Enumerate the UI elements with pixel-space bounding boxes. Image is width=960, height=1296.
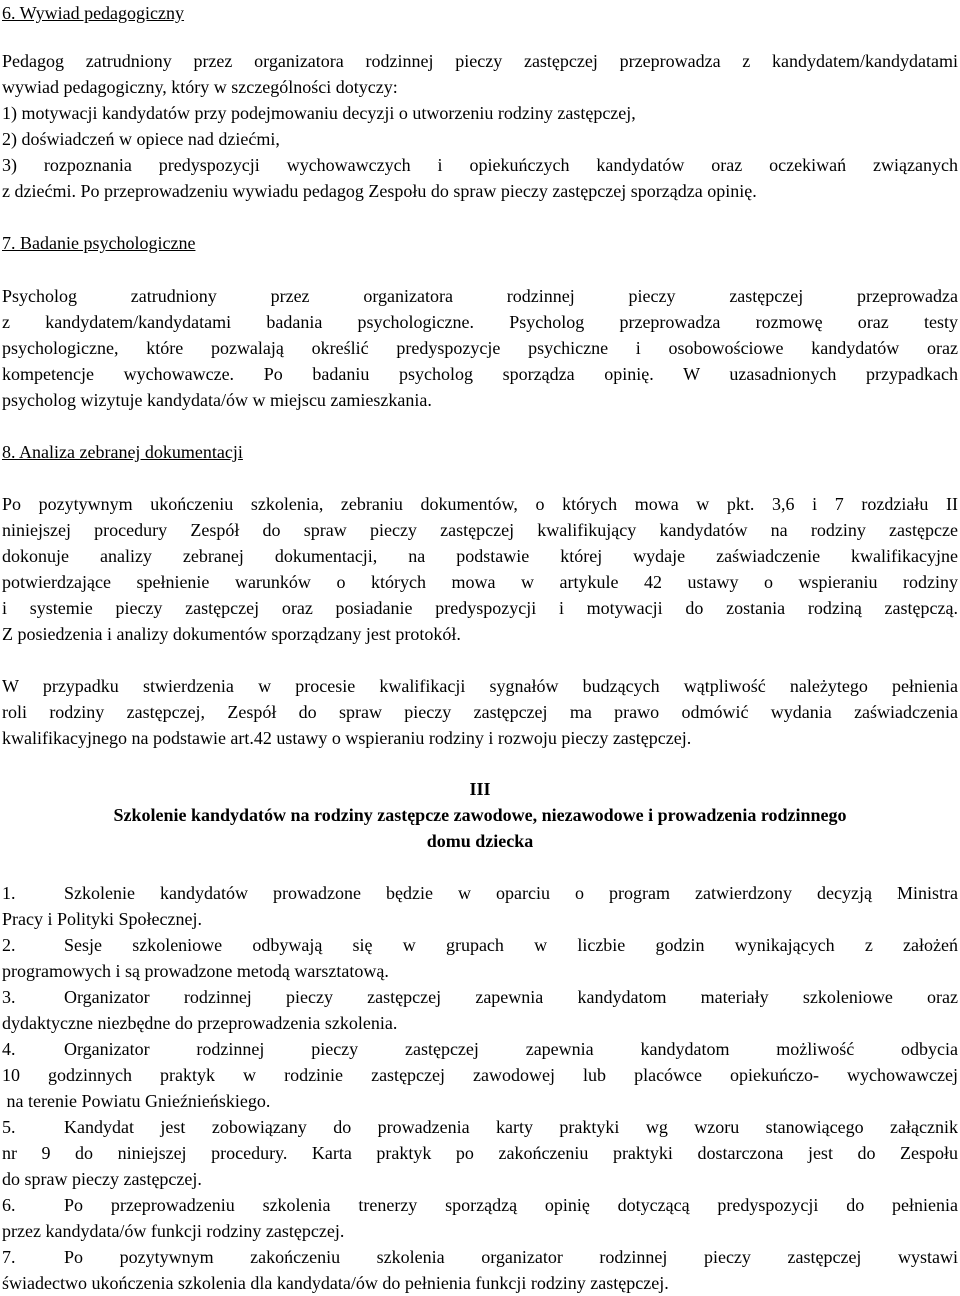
section-7-line: psychologiczne, które pozwalają określić predyspozycje psychiczne i osobowościowe kandydatów oraz — [2, 338, 958, 358]
list-item-number: 7. — [2, 1247, 16, 1267]
list-item-number: 5. — [2, 1117, 16, 1137]
section-6-line: 1) motywacji kandydatów przy podejmowaniu decyzji o utworzeniu rodziny zastępczej, — [2, 103, 636, 123]
list-item-continuation: Pracy i Polityki Społecznej. — [2, 909, 202, 929]
list-item-number: 1. — [2, 883, 16, 903]
section-8-line: i systemie pieczy zastępczej oraz posiadanie predyspozycji i motywacji do zostania rodziną zastępczą. — [2, 598, 958, 618]
chapter-title: domu dziecka — [426, 831, 534, 851]
list-item — [2, 880, 958, 906]
list-item-text: Po przeprowadzeniu szkolenia trenerzy sporządzą opinię dotyczącą predyspozycji do pełnienia — [64, 1195, 958, 1215]
section-7-line: kompetencje wychowawcze. Po badaniu psycholog sporządza opinię. W uzasadnionych przypadkach — [2, 364, 958, 384]
chapter-numeral: III — [469, 779, 491, 799]
list-item-continuation: 10 godzinnych praktyk w rodzinie zastępczej zawodowej lub placówce opiekuńczo- wychowawczej — [2, 1065, 958, 1085]
section-7-heading: 7. Badanie psychologiczne — [2, 233, 196, 253]
list-item-number: 6. — [2, 1195, 16, 1215]
list-item — [2, 932, 958, 958]
section-8-line: niniejszej procedury Zespół do spraw pieczy zastępczej kwalifikujący kandydatów na rodziny zastępcze — [2, 520, 958, 540]
section-7-line: z kandydatem/kandydatami badania psychologiczne. Psycholog przeprowadza rozmowę oraz testy — [2, 312, 958, 332]
list-item-continuation: dydaktyczne niezbędne do przeprowadzenia szkolenia. — [2, 1013, 398, 1033]
list-item — [2, 1192, 958, 1218]
list-item — [2, 1036, 958, 1062]
section-6-line: 2) doświadczeń w opiece nad dziećmi, — [2, 129, 280, 149]
section-6-line: 3) rozpoznania predyspozycji wychowawczych i opiekuńczych kandydatów oraz oczekiwań związanych — [2, 155, 958, 175]
list-item-continuation: przez kandydata/ów funkcji rodziny zastępczej. — [2, 1221, 345, 1241]
list-item — [2, 1244, 958, 1270]
section-7-line: Psycholog zatrudniony przez organizatora rodzinnej pieczy zastępczej przeprowadza — [2, 286, 958, 306]
list-item-number: 2. — [2, 935, 16, 955]
section-8-line: roli rodziny zastępczej, Zespół do spraw pieczy zastępczej ma prawo odmówić wydania zaświadczenia — [2, 702, 958, 722]
list-item-number: 4. — [2, 1039, 16, 1059]
list-item — [2, 1114, 958, 1140]
list-item-continuation: do spraw pieczy zastępczej. — [2, 1169, 202, 1189]
section-6-line: z dziećmi. Po przeprowadzeniu wywiadu pedagog Zespołu do spraw pieczy zastępczej sporządza opinię. — [2, 181, 757, 201]
section-8-line: Po pozytywnym ukończeniu szkolenia, zebraniu dokumentów, o których mowa w pkt. 3,6 i 7 rozdziału II — [2, 494, 958, 514]
list-item-text: Organizator rodzinnej pieczy zastępczej zapewnia kandydatom materiały szkoleniowe oraz — [64, 987, 958, 1007]
list-item-text: Szkolenie kandydatów prowadzone będzie w oparciu o program zatwierdzony decyzją Ministra — [64, 883, 958, 903]
list-item-continuation: świadectwo ukończenia szkolenia dla kandydata/ów do pełnienia funkcji rodziny zastępczej. — [2, 1273, 669, 1293]
list-item-text: Kandydat jest zobowiązany do prowadzenia karty praktyki wg wzoru stanowiącego załącznik — [64, 1117, 958, 1137]
list-item-continuation: na terenie Powiatu Gnieźnieńskiego. — [2, 1091, 271, 1111]
section-8-heading: 8. Analiza zebranej dokumentacji — [2, 442, 243, 462]
list-item-text: Po pozytywnym zakończeniu szkolenia organizator rodzinnej pieczy zastępczej wystawi — [64, 1247, 958, 1267]
list-item-continuation: programowych i są prowadzone metodą warsztatową. — [2, 961, 389, 981]
chapter-title: Szkolenie kandydatów na rodziny zastępcze zawodowe, niezawodowe i prowadzenia rodzinnego — [113, 805, 847, 825]
list-item-number: 3. — [2, 987, 16, 1007]
section-8-line: Z posiedzenia i analizy dokumentów sporządzany jest protokół. — [2, 624, 461, 644]
list-item-continuation: nr 9 do niniejszej procedury. Karta praktyk po zakończeniu praktyki dostarczona jest do Zespołu — [2, 1143, 958, 1163]
section-8-line: dokonuje analizy zebranej dokumentacji, na podstawie której wydaje zaświadczenie kwalifikacyjne — [2, 546, 958, 566]
section-8-line: kwalifikacyjnego na podstawie art.42 ustawy o wspieraniu rodziny i rozwoju pieczy zastępczej. — [2, 728, 692, 748]
list-item-text: Sesje szkoleniowe odbywają się w grupach w liczbie godzin wynikających z założeń — [64, 935, 958, 955]
section-6-line: Pedagog zatrudniony przez organizatora rodzinnej pieczy zastępczej przeprowadza z kandydatem/kandydatami — [2, 51, 958, 71]
list-item — [2, 984, 958, 1010]
section-7-line: psycholog wizytuje kandydata/ów w miejscu zamieszkania. — [2, 390, 432, 410]
section-6-heading: 6. Wywiad pedagogiczny — [2, 3, 185, 23]
section-6-line: wywiad pedagogiczny, który w szczególności dotyczy: — [2, 77, 398, 97]
section-8-line: W przypadku stwierdzenia w procesie kwalifikacji sygnałów budzących wątpliwość należytego pełnienia — [2, 676, 958, 696]
section-8-line: potwierdzające spełnienie warunków o których mowa w artykule 42 ustawy o wspieraniu rodziny — [2, 572, 958, 592]
list-item-text: Organizator rodzinnej pieczy zastępczej zapewnia kandydatom możliwość odbycia — [64, 1039, 958, 1059]
